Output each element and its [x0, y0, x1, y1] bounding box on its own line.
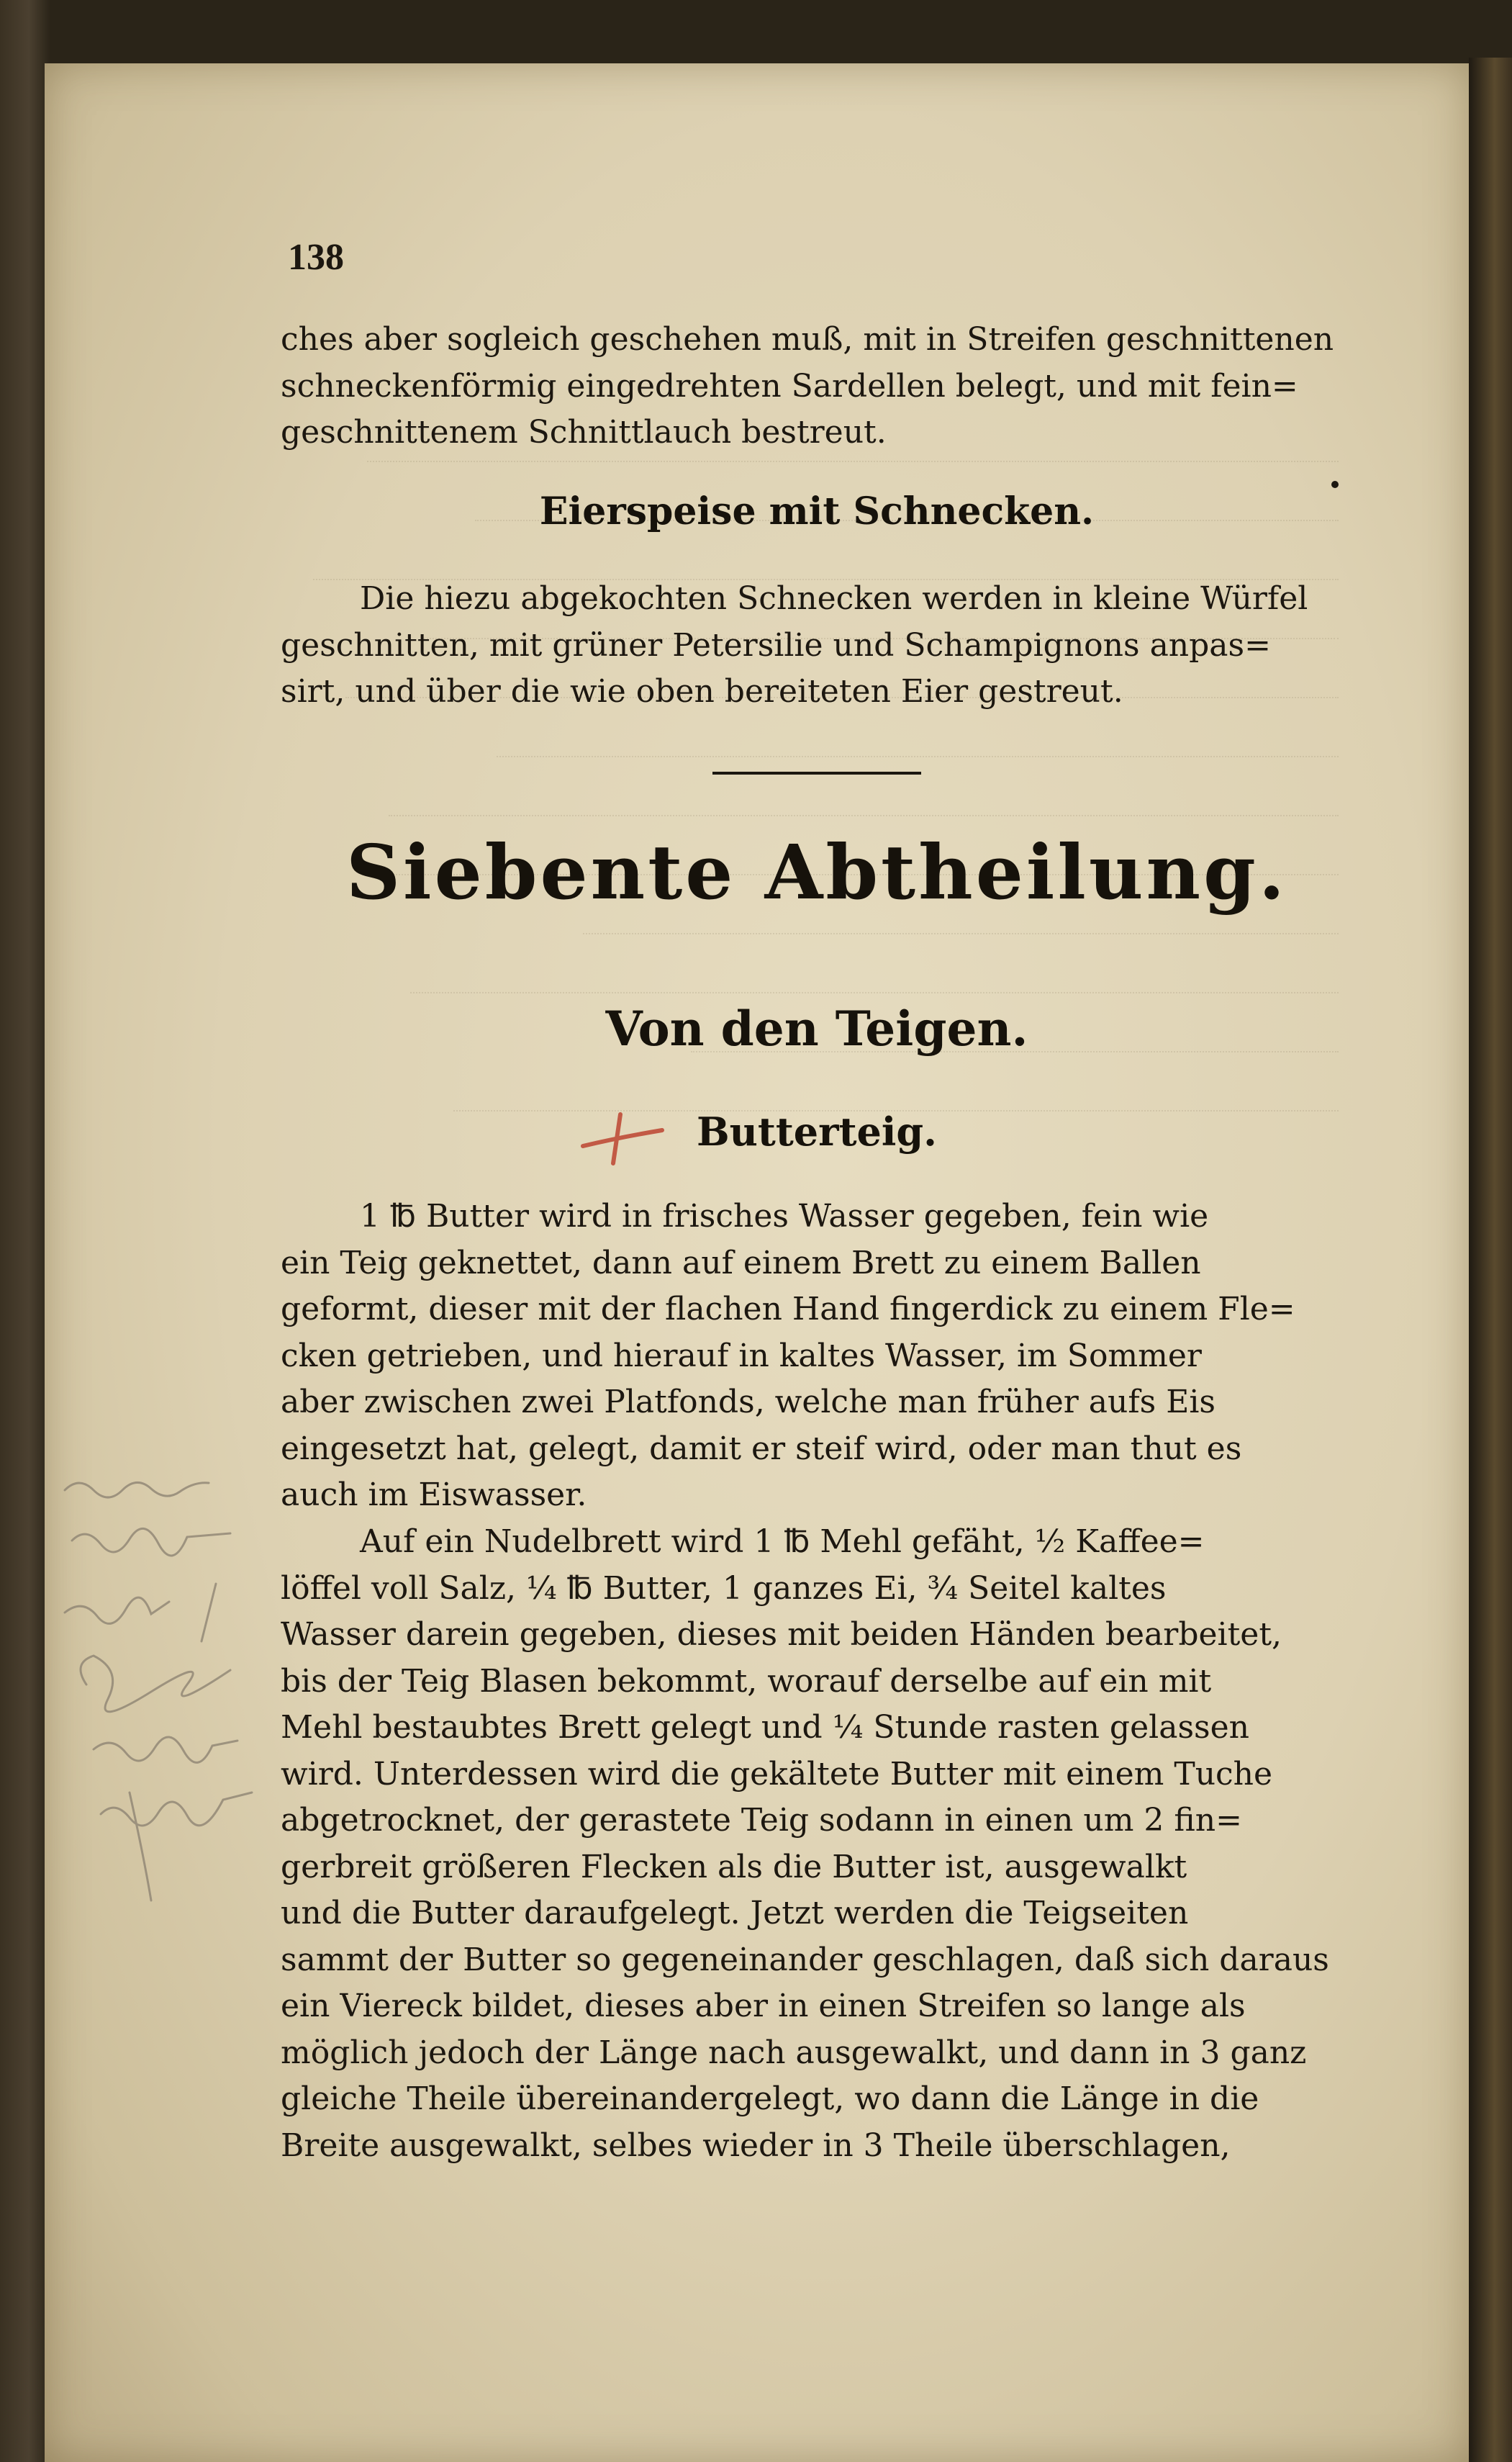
text-line: ein Teig geknettet, dann auf einem Brett zu einem Ballen — [281, 1244, 1201, 1281]
text-line: bis der Teig Blasen bekommt, worauf derselbe auf ein mit — [281, 1662, 1212, 1700]
text-line: abgetrocknet, der gerastete Teig sodann in einen um 2 fin= — [281, 1802, 1242, 1839]
page-number: 138 — [288, 237, 344, 278]
text-line: Auf ein Nudelbrett wird 1 ℔ Mehl gefäht, ½ Kaffee= — [360, 1523, 1205, 1560]
text-line: Breite ausgewalkt, selbes wieder in 3 Theile überschlagen, — [281, 2127, 1231, 2164]
text-line: gerbreit größeren Flecken als die Butter ist, ausgewalkt — [281, 1848, 1187, 1885]
heading-eierspeise-block — [281, 490, 1353, 533]
text-line: geschnittenem Schnittlauch bestreut. — [281, 414, 887, 451]
text-line: löffel voll Salz, ¼ ℔ Butter, 1 ganzes Ei, ¾ Seitel kaltes — [281, 1569, 1167, 1607]
paragraph-top — [281, 317, 1353, 456]
heading-butterteig-block — [281, 1109, 1353, 1155]
section-divider-rule — [712, 772, 921, 775]
text-line: wird. Unterdessen wird die gekältete Butter mit einem Tuche — [281, 1755, 1273, 1793]
text-line: ein Viereck bildet, dieses aber in einen Streifen so lange als — [281, 1988, 1246, 2024]
text-line: aber zwischen zwei Platfonds, welche man früher aufs Eis — [281, 1384, 1216, 1420]
text-line: auch im Eiswasser. — [281, 1476, 587, 1513]
text-line: 1 ℔ Butter wird in frisches Wasser gegeben, fein wie — [360, 1198, 1209, 1235]
text-line: schneckenförmig eingedrehten Sardellen belegt, und mit fein= — [281, 367, 1298, 405]
text-line: ches aber sogleich geschehen muß, mit in Streifen geschnittenen — [281, 321, 1334, 358]
ink-dot — [1331, 481, 1339, 488]
text-line: eingesetzt hat, gelegt, damit er steif wird, oder man thut es — [281, 1430, 1242, 1467]
heading-eierspeise: Eierspeise mit Schnecken. — [539, 490, 1095, 533]
paragraph-butterteig-1 — [281, 1194, 1353, 1519]
text-line: und die Butter daraufgelegt. Jetzt werden die Teigseiten — [281, 1895, 1189, 1931]
text-line: möglich jedoch der Länge nach ausgewalkt, und dann in 3 ganz — [281, 2034, 1307, 2071]
text-line: geschnitten, mit grüner Petersilie und Schampignons anpas= — [281, 626, 1271, 664]
text-line: cken getrieben, und hierauf in kaltes Wasser, im Sommer — [281, 1337, 1202, 1374]
text-line: geformt, dieser mit der flachen Hand fingerdick zu einem Fle= — [281, 1291, 1295, 1327]
handwritten-marginalia — [43, 1454, 259, 1915]
paragraph-butterteig-2 — [281, 1519, 1353, 2169]
section-title: Siebente Abtheilung. — [345, 828, 1288, 916]
section-title-block — [281, 828, 1353, 916]
page-edge-right — [1469, 58, 1512, 2462]
subsection-title: Von den Teigen. — [605, 1001, 1028, 1057]
text-line: Die hiezu abgekochten Schnecken werden in kleine Würfel — [360, 580, 1308, 617]
subtitle-block — [281, 1001, 1353, 1057]
text-line: sirt, und über die wie oben bereiteten Eier gestreut. — [281, 673, 1123, 710]
text-line: Wasser darein gegeben, dieses mit beiden Händen bearbeitet, — [281, 1616, 1282, 1653]
text-line: Mehl bestaubtes Brett gelegt und ¼ Stunde rasten gelassen — [281, 1709, 1249, 1746]
heading-butterteig: Butterteig. — [697, 1109, 937, 1155]
text-line: sammt der Butter so gegeneinander geschlagen, daß sich daraus — [281, 1941, 1329, 1978]
paragraph-eierspeise — [281, 576, 1353, 716]
text-line: gleiche Theile übereinandergelegt, wo dann die Länge in die — [281, 2080, 1259, 2117]
